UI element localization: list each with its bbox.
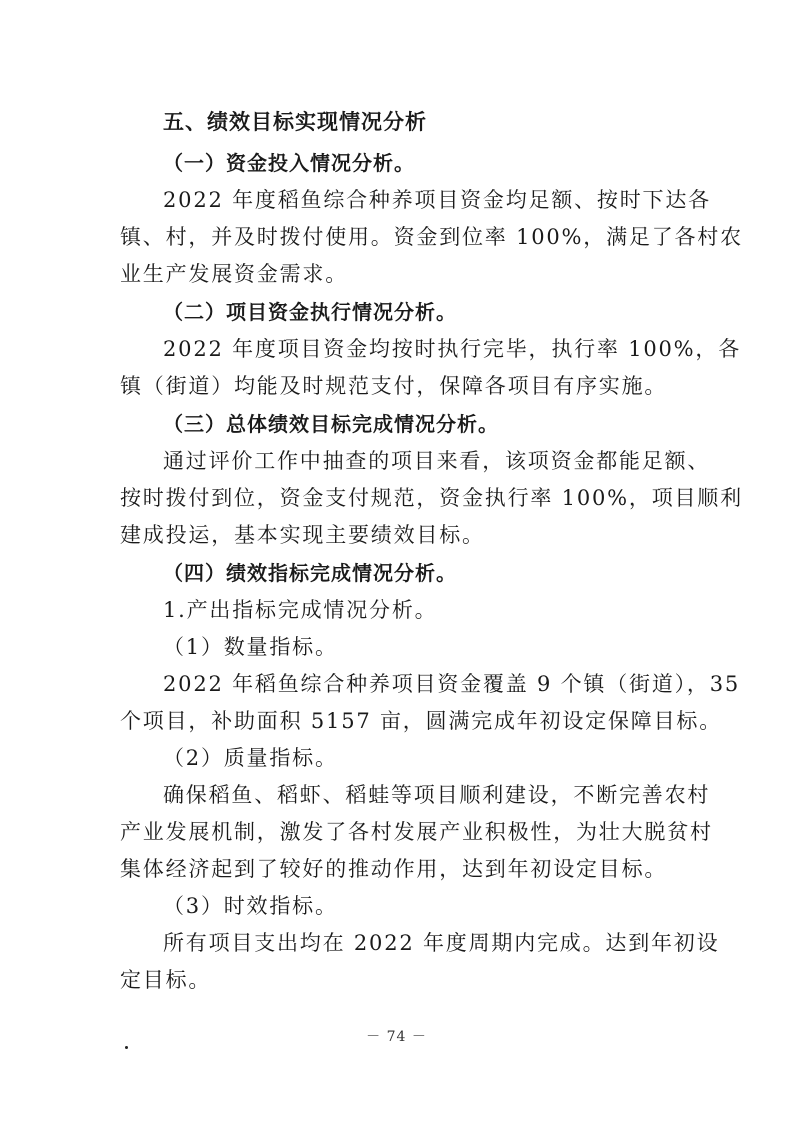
paragraph-line: 镇、村，并及时拨付使用。资金到位率 100%，满足了各村农 bbox=[120, 225, 743, 249]
paragraph-line: 按时拨付到位，资金支付规范，资金执行率 100%，项目顺利 bbox=[120, 486, 743, 510]
paragraph-line: 镇（街道）均能及时规范支付，保障各项目有序实施。 bbox=[120, 374, 668, 398]
paragraph-line: 确保稻鱼、稻虾、稻蛙等项目顺利建设，不断完善农村 bbox=[163, 783, 711, 807]
paragraph-line: 2022 年稻鱼综合种养项目资金覆盖 9 个镇（街道），35 bbox=[163, 672, 741, 696]
paragraph-line: 产业发展机制，激发了各村发展产业积极性，为壮大脱贫村 bbox=[120, 820, 713, 844]
paragraph-line: 2022 年度项目资金均按时执行完毕，执行率 100%，各 bbox=[163, 337, 742, 361]
stray-dot-mark bbox=[125, 1046, 128, 1049]
subsection-title-2: （二）项目资金执行情况分析。 bbox=[163, 300, 457, 324]
item-title-1a: （1）数量指标。 bbox=[163, 635, 338, 659]
paragraph-line: 定目标。 bbox=[120, 968, 212, 992]
subsection-title-4: （四）绩效指标完成情况分析。 bbox=[163, 561, 457, 585]
item-title-1: 1.产出指标完成情况分析。 bbox=[163, 598, 438, 622]
item-title-1b: （2）质量指标。 bbox=[163, 746, 338, 770]
paragraph-line: 个项目，补助面积 5157 亩，圆满完成年初设定保障目标。 bbox=[120, 709, 722, 733]
page-number: － 74 － bbox=[366, 1029, 427, 1045]
paragraph-line: 通过评价工作中抽查的项目来看，该项资金都能足额、 bbox=[163, 449, 711, 473]
paragraph-line: 集体经济起到了较好的推动作用，达到年初设定目标。 bbox=[120, 857, 668, 881]
subsection-title-3: （三）总体绩效目标完成情况分析。 bbox=[163, 412, 499, 436]
section-title: 五、绩效目标实现情况分析 bbox=[163, 110, 427, 134]
paragraph-line: 2022 年度稻鱼综合种养项目资金均足额、按时下达各 bbox=[163, 188, 711, 212]
item-title-1c: （3）时效指标。 bbox=[163, 894, 338, 918]
paragraph-line: 建成投运，基本实现主要绩效目标。 bbox=[120, 523, 485, 547]
paragraph-line: 业生产发展资金需求。 bbox=[120, 262, 348, 286]
paragraph-line: 所有项目支出均在 2022 年度周期内完成。达到年初设 bbox=[163, 931, 720, 955]
subsection-title-1: （一）资金投入情况分析。 bbox=[163, 151, 415, 175]
